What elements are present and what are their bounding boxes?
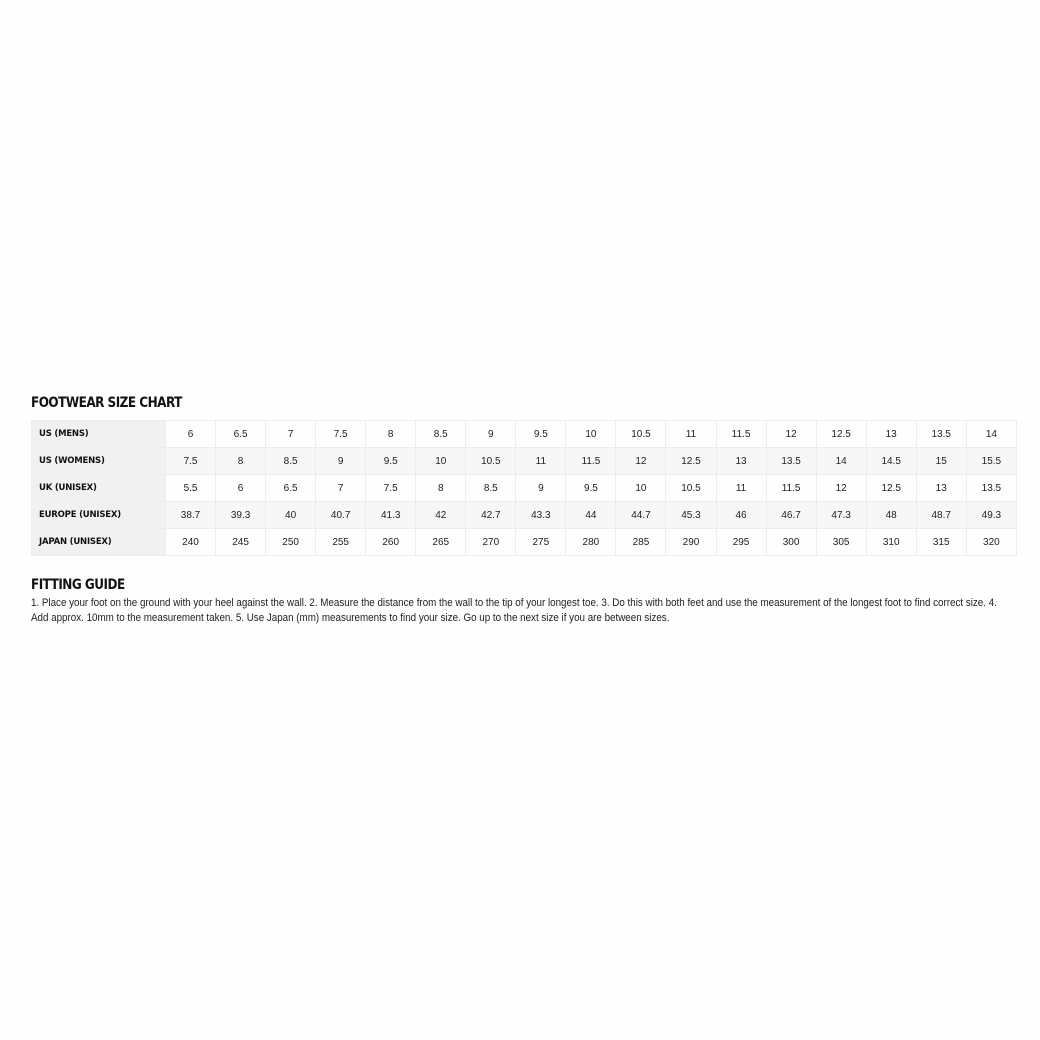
size-cell: 12.5	[866, 475, 916, 502]
size-cell: 6	[216, 475, 266, 502]
size-cell: 41.3	[366, 502, 416, 529]
size-cell: 255	[316, 529, 366, 556]
size-cell: 45.3	[666, 502, 716, 529]
size-cell: 13.5	[916, 421, 966, 448]
size-cell: 310	[866, 529, 916, 556]
size-cell: 320	[966, 529, 1016, 556]
size-cell: 47.3	[816, 502, 866, 529]
size-cell: 250	[266, 529, 316, 556]
size-cell: 265	[416, 529, 466, 556]
size-cell: 46.7	[766, 502, 816, 529]
size-row-label: UK (UNISEX)	[32, 475, 166, 502]
size-cell: 10.5	[466, 448, 516, 475]
size-cell: 295	[716, 529, 766, 556]
size-cell: 12	[616, 448, 666, 475]
size-cell: 10.5	[616, 421, 666, 448]
size-cell: 13.5	[766, 448, 816, 475]
size-chart-title: FOOTWEAR SIZE CHART	[31, 395, 182, 411]
size-cell: 7.5	[316, 421, 366, 448]
size-cell: 9	[466, 421, 516, 448]
size-cell: 43.3	[516, 502, 566, 529]
fitting-guide-title: FITTING GUIDE	[31, 577, 125, 593]
size-cell: 290	[666, 529, 716, 556]
size-cell: 8	[416, 475, 466, 502]
size-cell: 15	[916, 448, 966, 475]
size-cell: 245	[216, 529, 266, 556]
size-cell: 11.5	[566, 448, 616, 475]
size-cell: 7.5	[366, 475, 416, 502]
size-cell: 13	[916, 475, 966, 502]
size-cell: 315	[916, 529, 966, 556]
size-cell: 42	[416, 502, 466, 529]
size-cell: 8.5	[416, 421, 466, 448]
size-row	[32, 475, 1017, 502]
size-cell: 39.3	[216, 502, 266, 529]
size-cell: 38.7	[166, 502, 216, 529]
size-cell: 8	[366, 421, 416, 448]
size-cell: 12.5	[666, 448, 716, 475]
size-cell: 11	[716, 475, 766, 502]
size-cell: 40.7	[316, 502, 366, 529]
size-cell: 14	[966, 421, 1016, 448]
size-cell: 8	[216, 448, 266, 475]
size-row	[32, 529, 1017, 556]
size-cell: 42.7	[466, 502, 516, 529]
size-cell: 15.5	[966, 448, 1016, 475]
size-cell: 49.3	[966, 502, 1016, 529]
size-row	[32, 421, 1017, 448]
size-row-label: JAPAN (UNISEX)	[32, 529, 166, 556]
size-cell: 5.5	[166, 475, 216, 502]
size-cell: 11.5	[716, 421, 766, 448]
size-cell: 305	[816, 529, 866, 556]
size-row-label: US (MENS)	[32, 421, 166, 448]
size-cell: 10	[616, 475, 666, 502]
size-cell: 8.5	[466, 475, 516, 502]
size-cell: 44	[566, 502, 616, 529]
size-row	[32, 502, 1017, 529]
size-cell: 13	[716, 448, 766, 475]
size-cell: 11	[516, 448, 566, 475]
size-cell: 275	[516, 529, 566, 556]
fitting-guide-text: 1. Place your foot on the ground with your heel against the wall. 2. Measure the distance from the wall to the tip of your longest toe. 3. Do this with both feet and use the measurement of the longest foot to find correct size. 4. Add approx. 10mm to the measurement taken. 5. Use Japan (mm) measurements to find your size. Go up to the next size if you are between sizes.	[31, 597, 997, 624]
size-row	[32, 448, 1017, 475]
size-cell: 48	[866, 502, 916, 529]
size-chart-table	[31, 420, 1017, 556]
size-cell: 300	[766, 529, 816, 556]
size-cell: 12	[816, 475, 866, 502]
size-cell: 10.5	[666, 475, 716, 502]
size-cell: 9	[316, 448, 366, 475]
size-cell: 240	[166, 529, 216, 556]
size-cell: 9.5	[516, 421, 566, 448]
size-cell: 270	[466, 529, 516, 556]
size-cell: 6	[166, 421, 216, 448]
size-cell: 11.5	[766, 475, 816, 502]
size-cell: 7.5	[166, 448, 216, 475]
size-cell: 14.5	[866, 448, 916, 475]
size-cell: 9.5	[566, 475, 616, 502]
size-cell: 6.5	[216, 421, 266, 448]
size-cell: 285	[616, 529, 666, 556]
size-row-label: US (WOMENS)	[32, 448, 166, 475]
size-cell: 8.5	[266, 448, 316, 475]
size-cell: 13	[866, 421, 916, 448]
size-cell: 260	[366, 529, 416, 556]
size-cell: 12.5	[816, 421, 866, 448]
size-cell: 7	[316, 475, 366, 502]
size-cell: 11	[666, 421, 716, 448]
size-cell: 46	[716, 502, 766, 529]
size-cell: 48.7	[916, 502, 966, 529]
size-row-label: EUROPE (UNISEX)	[32, 502, 166, 529]
size-cell: 40	[266, 502, 316, 529]
size-chart-body	[32, 421, 1017, 556]
size-cell: 280	[566, 529, 616, 556]
size-cell: 7	[266, 421, 316, 448]
size-cell: 9	[516, 475, 566, 502]
size-cell: 10	[416, 448, 466, 475]
size-cell: 44.7	[616, 502, 666, 529]
size-cell: 6.5	[266, 475, 316, 502]
size-cell: 10	[566, 421, 616, 448]
size-cell: 14	[816, 448, 866, 475]
size-cell: 9.5	[366, 448, 416, 475]
size-cell: 12	[766, 421, 816, 448]
size-cell: 13.5	[966, 475, 1016, 502]
